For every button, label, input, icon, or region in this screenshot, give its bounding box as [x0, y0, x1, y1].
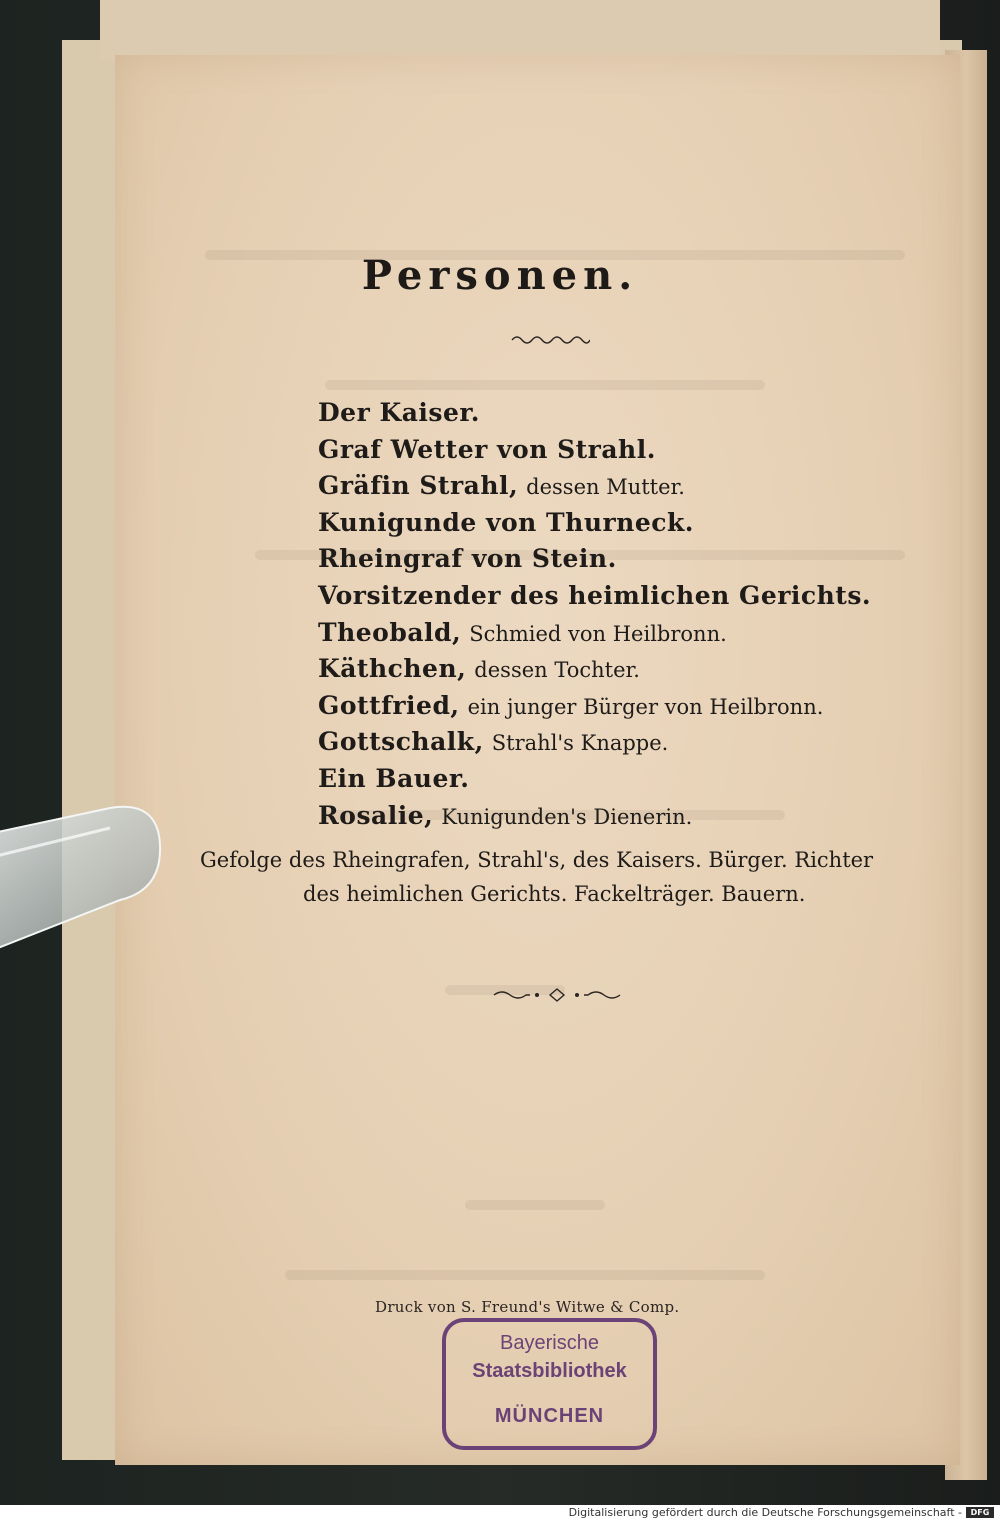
- character-name: Kunigunde von Thurneck.: [318, 507, 694, 537]
- cast-entry: [318, 578, 871, 615]
- character-name: Gräfin Strahl,: [318, 471, 519, 501]
- cast-entry: [318, 651, 871, 688]
- cast-entry: [318, 395, 871, 432]
- stamp-line-3: MÜNCHEN: [494, 1405, 605, 1427]
- glass-page-holder: [0, 790, 180, 970]
- character-name: Graf Wetter von Strahl.: [318, 434, 656, 464]
- cast-entry: [318, 688, 871, 725]
- cast-entry: [318, 761, 871, 798]
- character-desc: ein junger Bürger von Heilbronn.: [467, 694, 824, 719]
- character-name: Der Kaiser.: [318, 398, 480, 427]
- character-name: Vorsitzender des heimlichen Gerichts.: [318, 580, 872, 610]
- printer-imprint: Druck von S. Freund's Witwe & Comp.: [375, 1298, 680, 1316]
- character-desc: Strahl's Knappe.: [491, 731, 669, 756]
- retinue-line-2: des heimlichen Gerichts. Fackelträger. Bauern.: [303, 882, 806, 906]
- footer-credit: Digitalisierung gefördert durch die Deutsche Forschungsgemeinschaft -: [568, 1506, 962, 1519]
- cast-entry: [318, 505, 871, 542]
- dfg-logo: DFG: [966, 1507, 994, 1518]
- character-name: Theobald,: [318, 617, 462, 647]
- character-name: Gottfried,: [318, 690, 460, 720]
- stamp-line-2: Staatsbibliothek: [472, 1360, 627, 1382]
- character-desc: dessen Mutter.: [526, 475, 685, 500]
- character-name: Käthchen,: [318, 654, 467, 684]
- character-name: Rosalie,: [318, 800, 434, 830]
- ornament-divider: [492, 985, 622, 1005]
- cast-entry: [318, 724, 871, 761]
- footer-bar: [0, 1505, 1000, 1520]
- cast-entry: [318, 798, 871, 835]
- stamp-line-1: Bayerische: [500, 1332, 599, 1354]
- cast-entry: [318, 541, 871, 578]
- title-flourish: [510, 333, 590, 347]
- retinue-note: [200, 843, 910, 911]
- character-name: Rheingraf von Stein.: [318, 544, 617, 574]
- character-name: Ein Bauer.: [318, 763, 470, 793]
- character-desc: dessen Tochter.: [474, 658, 640, 683]
- page-title: Personen.: [361, 252, 639, 299]
- character-name: Gottschalk,: [318, 727, 484, 757]
- character-desc: Kunigunden's Dienerin.: [441, 804, 693, 829]
- character-desc: Schmied von Heilbronn.: [469, 621, 727, 646]
- cast-list: [318, 395, 871, 834]
- library-stamp: [442, 1318, 657, 1450]
- cast-entry: [318, 432, 871, 469]
- cast-entry: [318, 615, 871, 652]
- cast-entry: [318, 468, 871, 505]
- retinue-line-1: Gefolge des Rheingrafen, Strahl's, des Kaisers. Bürger. Richter: [200, 848, 874, 872]
